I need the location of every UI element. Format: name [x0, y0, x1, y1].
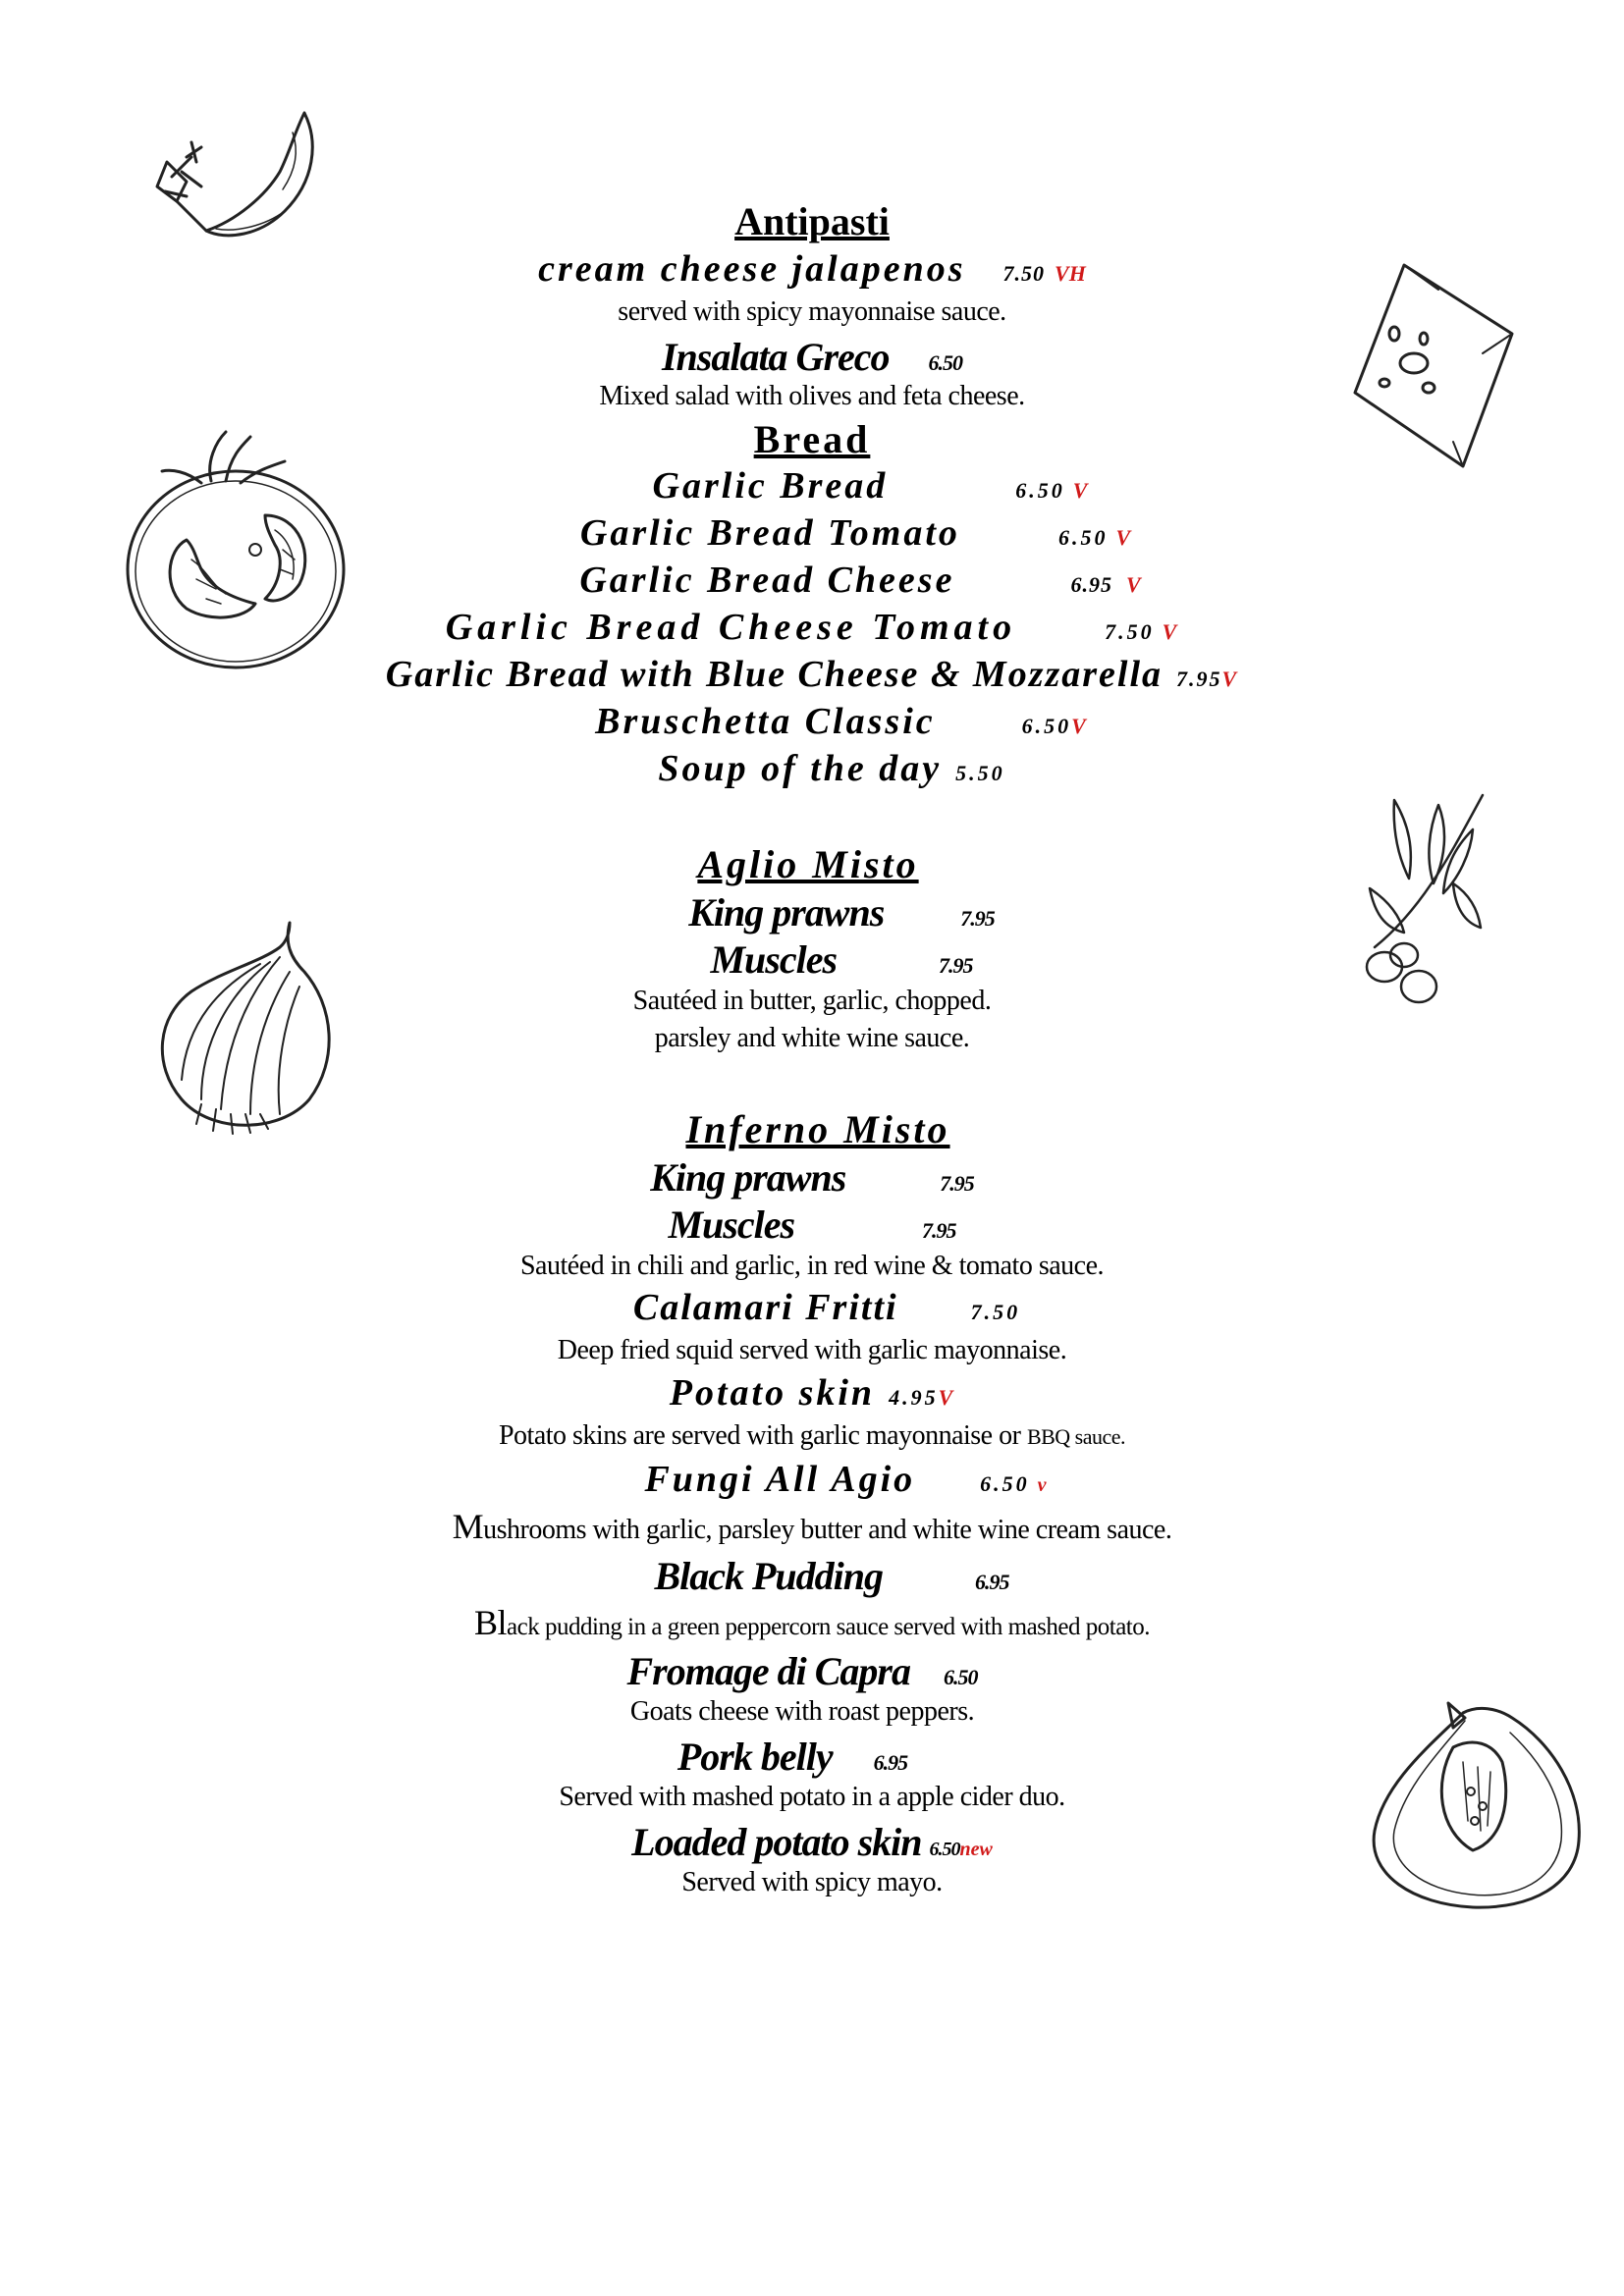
item-price: 4.95: [889, 1385, 939, 1410]
aglio-misto-heading: Aglio Misto: [697, 842, 919, 886]
item-name: Potato skin: [669, 1372, 876, 1414]
item-price: 7.95: [922, 1218, 956, 1243]
item-description: [0, 1506, 1624, 1547]
item-price: 6.95: [975, 1570, 1009, 1594]
menu-item-inferno-muscles: [0, 1201, 1624, 1248]
menu-item-fromage-di-capra: [0, 1648, 1624, 1694]
item-name: Bruschetta Classic: [595, 701, 936, 742]
item-description: [0, 1420, 1624, 1452]
dietary-tag: V: [1221, 667, 1239, 691]
bread-heading: Bread: [753, 417, 871, 461]
item-price: 6.50: [980, 1471, 1030, 1496]
dietary-tag: V: [1071, 714, 1088, 738]
item-price: 6.50: [943, 1665, 978, 1689]
item-name: cream cheese jalapenos: [538, 248, 966, 290]
item-name: Fromage di Capra: [626, 1649, 910, 1693]
item-price: 7.95: [1176, 667, 1222, 691]
item-name: Fungi All Agio: [644, 1459, 916, 1500]
dietary-tag: V: [1072, 478, 1090, 503]
menu-item-black-pudding: [0, 1553, 1624, 1599]
item-price: 7.95: [940, 1171, 974, 1196]
menu-item-calamari: [0, 1286, 1624, 1329]
item-price: 5.50: [955, 761, 1005, 785]
item-name: Garlic Bread Tomato: [579, 512, 960, 554]
description-text-small: BBQ sauce.: [1026, 1424, 1126, 1449]
item-name: Loaded potato skin: [631, 1820, 922, 1864]
item-price: 7.50: [1002, 261, 1046, 286]
new-tag: new: [959, 1839, 993, 1860]
item-description: served with spicy mayonnaise sauce.: [618, 296, 1006, 327]
item-price: 6.50: [1021, 714, 1072, 738]
item-description: Sautéed in butter, garlic, chopped.: [632, 986, 992, 1016]
item-price: 7.95: [939, 953, 973, 978]
inferno-misto-heading: Inferno Misto: [685, 1107, 950, 1151]
item-price: 7.50: [970, 1300, 1021, 1324]
item-name: Calamari Fritti: [632, 1287, 898, 1328]
description-text: Potato skins are served with garlic mayonnaise or: [498, 1420, 1021, 1451]
item-name: Insalata Greco: [661, 335, 890, 379]
item-price: 7.50: [1105, 619, 1155, 644]
description-text: ack pudding in a green peppercorn sauce served with mashed potato.: [507, 1614, 1150, 1640]
description-initial: Bl: [474, 1603, 508, 1642]
item-name: King prawns: [650, 1155, 846, 1200]
item-description: parsley and white wine sauce.: [654, 1023, 970, 1053]
item-price: 7.95: [960, 906, 995, 931]
item-description: Mixed salad with olives and feta cheese.: [599, 381, 1025, 411]
bell-pepper-icon: [1355, 1693, 1591, 1939]
item-price: 6.95: [873, 1750, 908, 1775]
onion-icon: [142, 913, 349, 1148]
item-name: Soup of the day: [658, 748, 943, 789]
item-name: Garlic Bread: [652, 465, 889, 507]
menu-item-inferno-king-prawns: [0, 1154, 1624, 1201]
item-name: Garlic Bread with Blue Cheese & Mozzarella: [385, 654, 1164, 695]
dietary-tag: V: [1125, 572, 1143, 597]
tomato-icon: [118, 422, 353, 677]
description-initial: M: [452, 1507, 484, 1546]
description-text: ushrooms with garlic, parsley butter and white wine cream sauce.: [483, 1515, 1172, 1545]
dietary-tag: V: [1115, 525, 1133, 550]
item-description: Goats cheese with roast peppers.: [629, 1696, 975, 1727]
item-name: Muscles: [668, 1202, 795, 1247]
item-price: 6.95: [1070, 572, 1112, 597]
dietary-tag: V: [1162, 619, 1179, 644]
item-name: Muscles: [710, 937, 838, 982]
menu-item-bruschetta: [0, 700, 1624, 743]
dietary-tag: v: [1037, 1474, 1049, 1496]
menu-item-fungi: [0, 1458, 1624, 1501]
dietary-tag: VH: [1055, 261, 1086, 286]
chili-pepper-icon: [147, 103, 334, 250]
item-price: 6.50: [1057, 525, 1109, 550]
item-description: [0, 1602, 1624, 1643]
item-description: Served with spicy mayo.: [681, 1867, 943, 1897]
menu-item-soup: [0, 747, 1624, 790]
dietary-tag: V: [938, 1385, 955, 1410]
menu-item-potato-skin: [0, 1371, 1624, 1415]
item-description: Served with mashed potato in a apple cider duo.: [559, 1782, 1065, 1812]
cheese-icon: [1345, 245, 1532, 481]
item-name: Pork belly: [677, 1735, 833, 1779]
item-name: Garlic Bread Cheese: [579, 560, 955, 601]
item-name: Garlic Bread Cheese Tomato: [445, 607, 1017, 648]
antipasti-heading: Antipasti: [734, 199, 890, 243]
item-description: Deep fried squid served with garlic mayonnaise.: [557, 1335, 1067, 1365]
item-price: 6.50: [1015, 478, 1065, 503]
item-name: King prawns: [688, 890, 885, 934]
item-name: Black Pudding: [654, 1554, 884, 1598]
item-price: 6.50: [928, 350, 963, 375]
item-description: Sautéed in chili and garlic, in red wine & tomato sauce.: [519, 1251, 1105, 1281]
item-price: 6.50: [929, 1839, 960, 1860]
olive-branch-icon: [1355, 790, 1502, 1016]
